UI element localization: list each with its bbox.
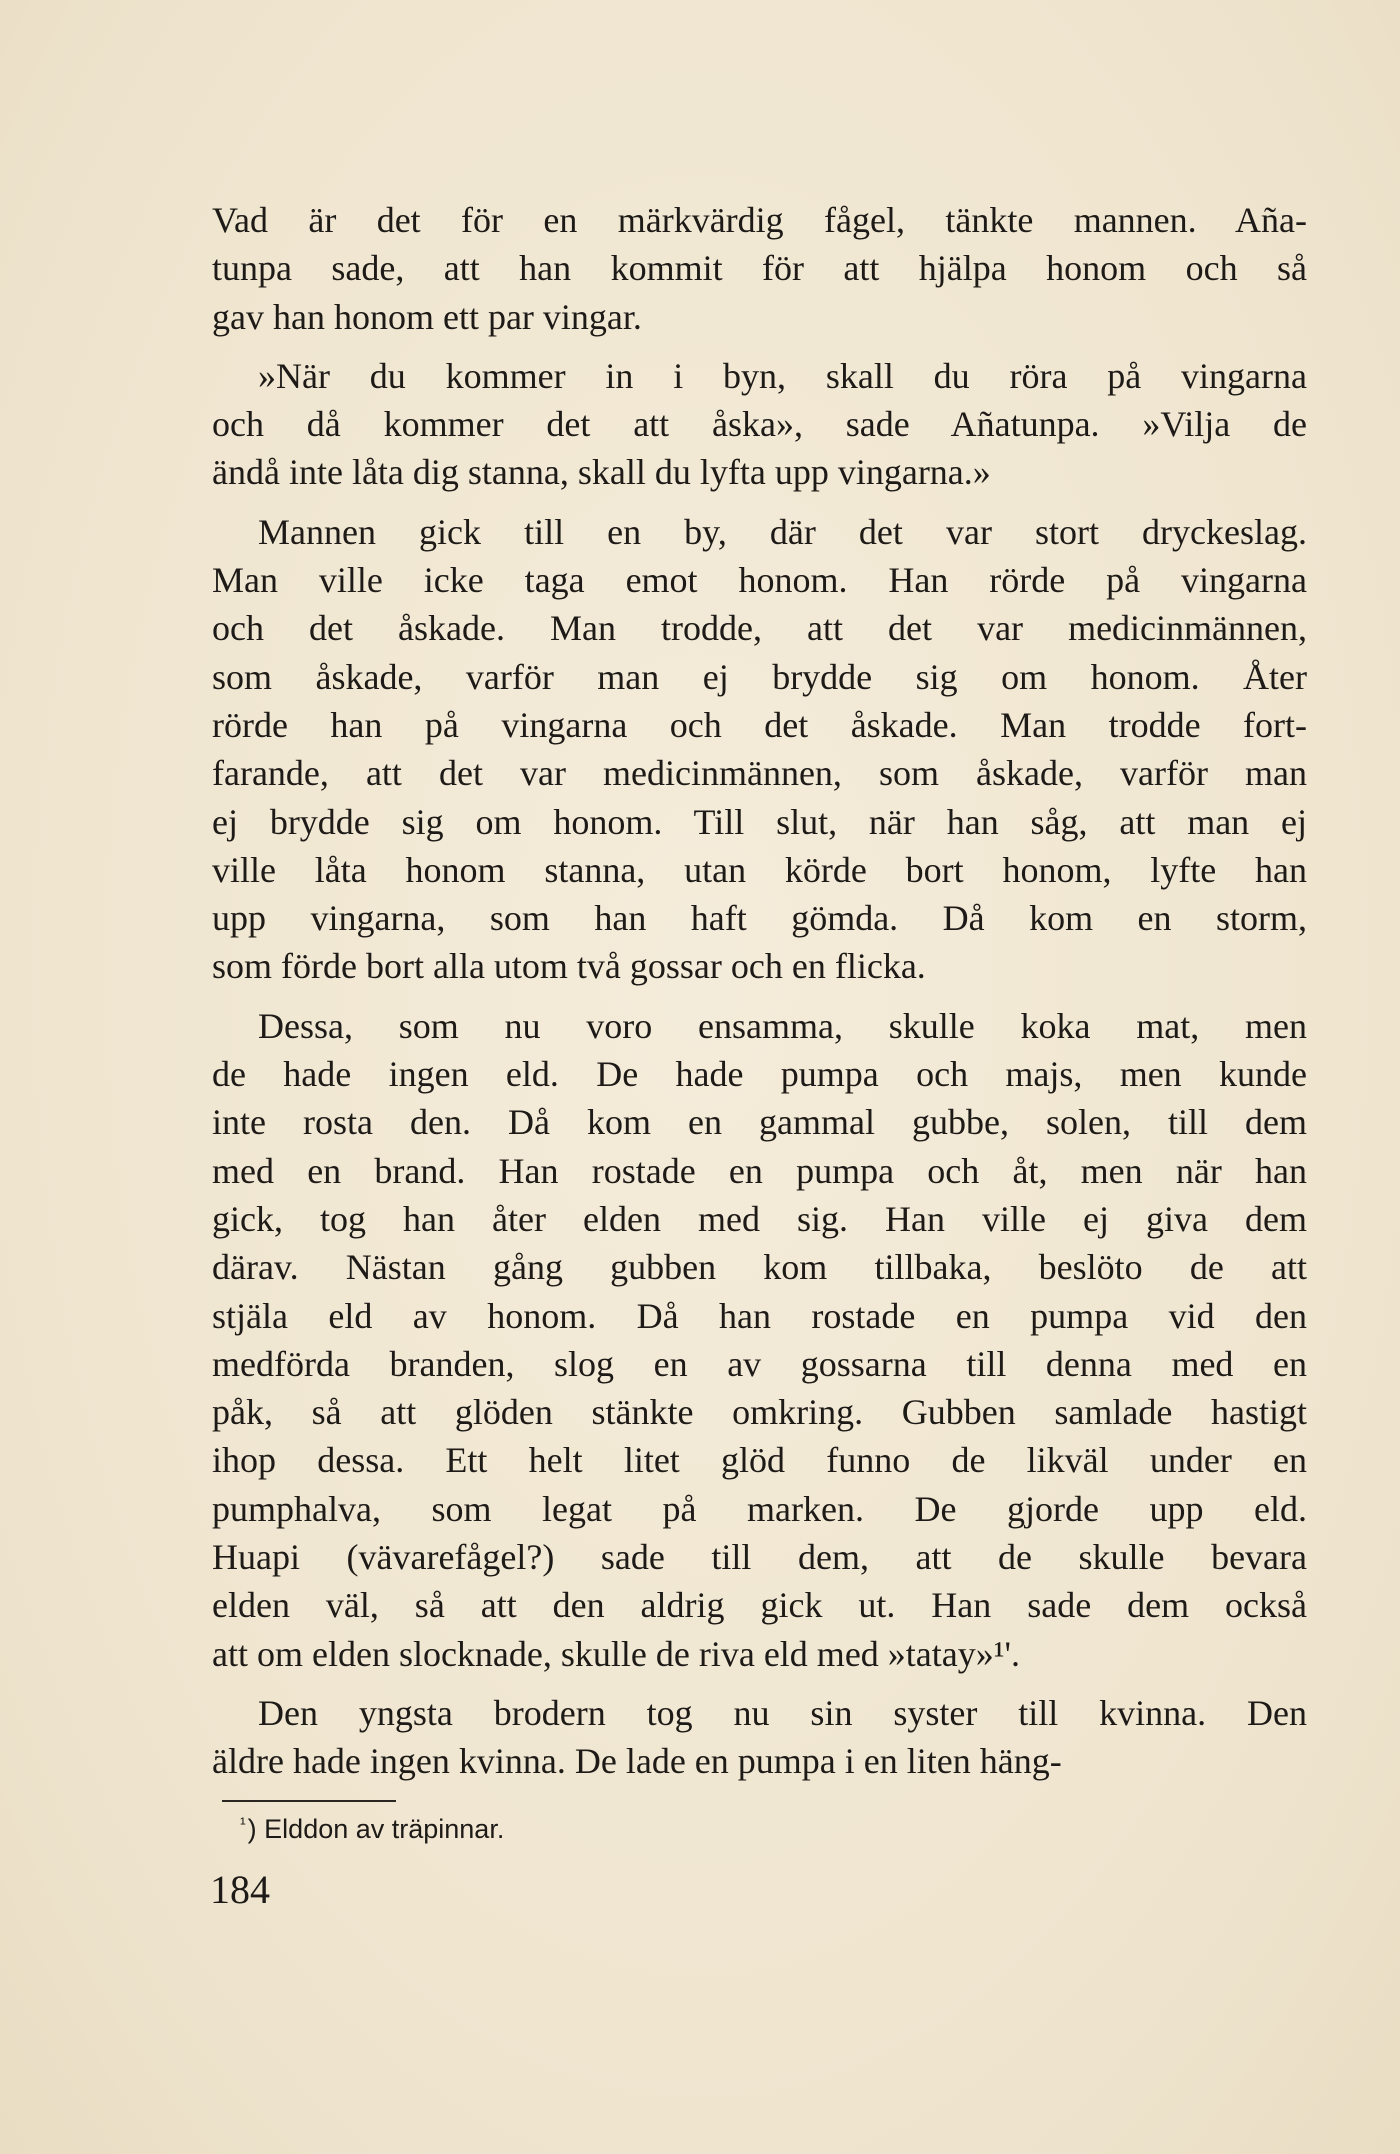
text-line: ihop dessa. Ett helt litet glöd funno de likväl under en bbox=[212, 1440, 1307, 1481]
paragraph bbox=[212, 1689, 1307, 1786]
text-line: elden väl, så att den aldrig gick ut. Han sade dem också bbox=[212, 1585, 1307, 1626]
text-line: medförda branden, slog en av gossarna till denna med en bbox=[212, 1343, 1307, 1384]
text-line: med en brand. Han rostade en pumpa och åt, men när han bbox=[212, 1150, 1307, 1191]
text-line: och då kommer det att åska», sade Añatunpa. »Vilja de bbox=[212, 404, 1307, 445]
paragraph bbox=[212, 1002, 1307, 1678]
paragraph bbox=[212, 508, 1307, 991]
paragraph bbox=[212, 352, 1307, 497]
text-line: ej brydde sig om honom. Till slut, när han såg, att man ej bbox=[212, 801, 1307, 842]
text-line: som åskade, varför man ej brydde sig om honom. Åter bbox=[212, 656, 1307, 697]
text-line: påk, så att glöden stänkte omkring. Gubben samlade hastigt bbox=[212, 1392, 1307, 1433]
body-text bbox=[212, 196, 1307, 1786]
text-line: ändå inte låta dig stanna, skall du lyfta upp vingarna.» bbox=[212, 452, 991, 493]
text-line: Vad är det för en märkvärdig fågel, tänkte mannen. Aña- bbox=[212, 200, 1307, 240]
text-line: Huapi (vävarefågel?) sade till dem, att de skulle bevara bbox=[212, 1537, 1307, 1578]
text-line: Mannen gick till en by, där det var stort dryckeslag. bbox=[258, 511, 1307, 552]
paragraph bbox=[212, 196, 1307, 341]
footnote bbox=[240, 1814, 504, 1845]
text-line: upp vingarna, som han haft gömda. Då kom en storm, bbox=[212, 898, 1307, 939]
text-line: de hade ingen eld. De hade pumpa och majs, men kunde bbox=[212, 1054, 1307, 1095]
text-line: Den yngsta brodern tog nu sin syster till kvinna. Den bbox=[258, 1692, 1307, 1733]
footnote-marker: ¹ bbox=[240, 1814, 246, 1833]
text-line: »När du kommer in i byn, skall du röra på vingarna bbox=[258, 355, 1307, 396]
text-line: rörde han på vingarna och det åskade. Man trodde fort- bbox=[212, 704, 1307, 745]
text-line: att om elden slocknade, skulle de riva eld med »tatay»¹'. bbox=[212, 1633, 1021, 1674]
text-line: farande, att det var medicinmännen, som åskade, varför man bbox=[212, 753, 1307, 794]
text-line: gick, tog han åter elden med sig. Han ville ej giva dem bbox=[212, 1198, 1307, 1239]
text-line: äldre hade ingen kvinna. De lade en pumpa i en liten häng- bbox=[212, 1741, 1062, 1782]
text-line: tunpa sade, att han kommit för att hjälpa honom och så bbox=[212, 248, 1307, 289]
footnote-divider bbox=[222, 1800, 396, 1802]
text-line: pumphalva, som legat på marken. De gjorde upp eld. bbox=[212, 1488, 1307, 1529]
text-line: och det åskade. Man trodde, att det var medicinmännen, bbox=[212, 608, 1307, 649]
text-line: Man ville icke taga emot honom. Han rörde på vingarna bbox=[212, 560, 1307, 601]
text-line: därav. Nästan gång gubben kom tillbaka, beslöto de att bbox=[212, 1247, 1307, 1288]
text-line: som förde bort alla utom två gossar och en flicka. bbox=[212, 946, 926, 987]
text-line: stjäla eld av honom. Då han rostade en pumpa vid den bbox=[212, 1295, 1307, 1336]
page-number: 184 bbox=[210, 1867, 270, 1912]
text-line: inte rosta den. Då kom en gammal gubbe, solen, till dem bbox=[212, 1102, 1307, 1143]
text-line: Dessa, som nu voro ensamma, skulle koka mat, men bbox=[258, 1005, 1307, 1046]
footnote-text: ) Elddon av träpinnar. bbox=[247, 1814, 505, 1844]
text-line: ville låta honom stanna, utan körde bort honom, lyfte han bbox=[212, 849, 1307, 890]
text-line: gav han honom ett par vingar. bbox=[212, 296, 642, 337]
